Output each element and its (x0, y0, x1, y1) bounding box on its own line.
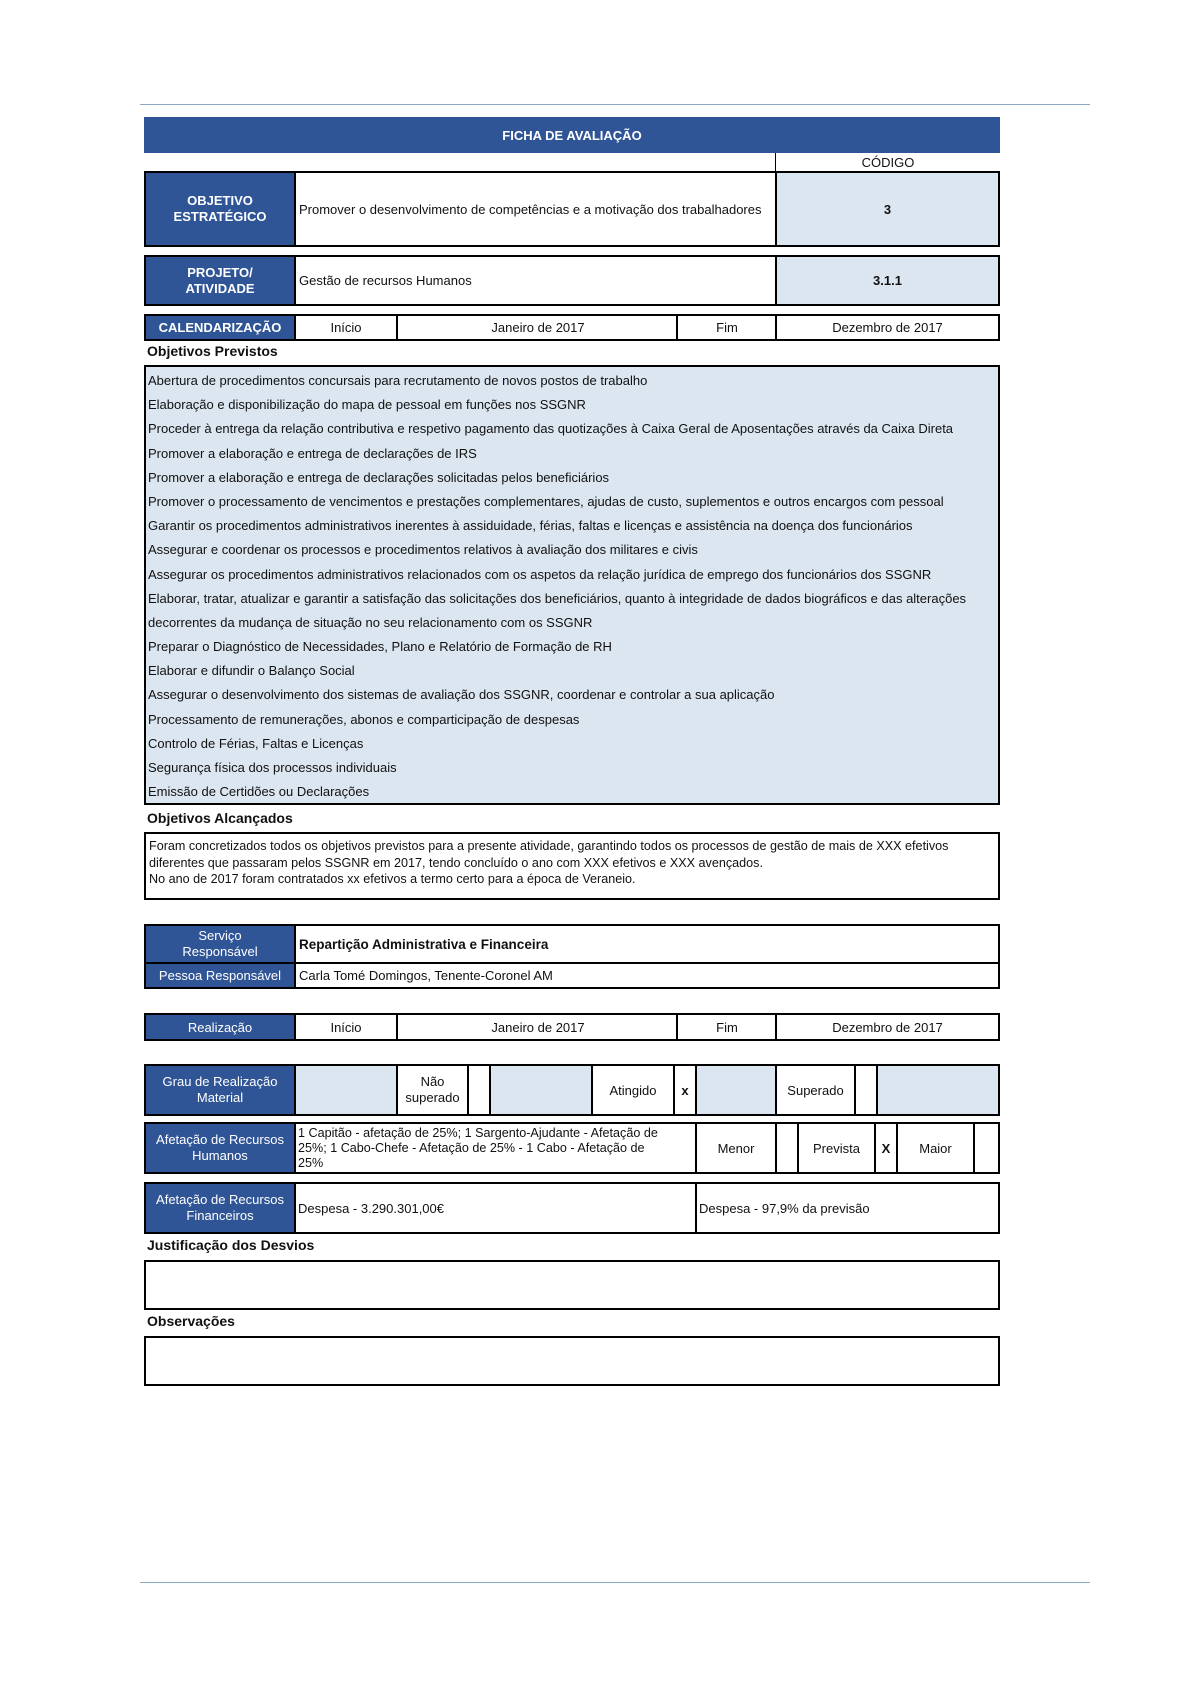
objetivo-label (146, 173, 294, 245)
grau-blank-2 (491, 1066, 591, 1114)
list-item: Assegurar o desenvolvimento dos sistemas de avaliação dos SSGNR, coordenar e controlar a sua aplicação (148, 687, 775, 703)
grau-row (144, 1064, 1000, 1116)
list-item: Assegurar os procedimentos administrativos relacionados com os aspetos da relação jurídica de emprego dos funcionários dos SSGNR (148, 566, 932, 582)
real-inicio-value: Janeiro de 2017 (491, 1019, 585, 1035)
list-item: Garantir os procedimentos administrativos inerentes à assiduidade, férias, faltas e licenças e assistência na doença dos funcionários (148, 518, 913, 534)
objetivos-alcancados-box (144, 832, 1000, 900)
list-item: Segurança física dos processos individuais (148, 760, 397, 775)
rh-menor-mark (777, 1124, 797, 1172)
rh-prevista-mark: X (881, 1140, 891, 1156)
realizacao-label: Realização (146, 1015, 294, 1039)
projeto-label-l1: PROJETO/ (187, 264, 253, 280)
grau-label (146, 1066, 294, 1114)
justificacao-box (144, 1260, 1000, 1310)
pessoa-value: Carla Tomé Domingos, Tenente-Coronel AM (299, 968, 553, 983)
observacoes-heading: Observações (147, 1313, 235, 1329)
projeto-label-l2: ATIVIDADE (185, 280, 255, 296)
real-fim-value: Dezembro de 2017 (832, 1019, 943, 1035)
cal-fim-label: Fim (716, 320, 738, 335)
objetivos-previstos-heading: Objetivos Previstos (147, 343, 278, 359)
rh-prevista: Prevista (813, 1140, 860, 1156)
list-item: Abertura de procedimentos concursais para recrutamento de novos postos de trabalho (148, 373, 648, 388)
objetivo-label-l2: ESTRATÉGICO (173, 209, 267, 224)
grau-nao-superado-l2: superado (405, 1090, 460, 1105)
cal-inicio-label: Início (330, 320, 362, 335)
rf-row (144, 1182, 1000, 1234)
rh-text-l3: 25% (298, 1156, 324, 1170)
grau-label-l1: Grau de Realização (162, 1074, 278, 1089)
list-item: Elaborar e difundir o Balanço Social (148, 663, 355, 679)
rf-despesa: Despesa - 3.290.301,00€ (298, 1200, 444, 1216)
grau-atingido-mark: x (681, 1082, 689, 1098)
pessoa-row (144, 962, 1000, 989)
list-item: Promover a elaboração e entrega de declarações de IRS (148, 445, 477, 461)
servico-row (144, 924, 1000, 964)
alcancados-line: diferentes que passaram pelos SSGNR em 2017, tendo concluído o ano com XXX efetivos e XXX avençados. (149, 855, 763, 870)
rh-label (146, 1124, 294, 1172)
form-title: FICHA DE AVALIAÇÃO (502, 127, 642, 143)
justificacao-heading: Justificação dos Desvios (147, 1237, 315, 1253)
servico-value: Repartição Administrativa e Financeira (299, 936, 549, 952)
rh-text (296, 1126, 696, 1172)
list-item: Preparar o Diagnóstico de Necessidades, Plano e Relatório de Formação de RH (148, 639, 612, 655)
rh-maior: Maior (919, 1140, 952, 1156)
list-item: Emissão de Certidões ou Declarações (148, 784, 370, 800)
observacoes-box (144, 1336, 1000, 1386)
rf-label-l2: Financeiros (186, 1208, 254, 1223)
list-item: Controlo de Férias, Faltas e Licenças (148, 735, 364, 751)
real-fim-label: Fim (716, 1019, 738, 1035)
grau-superado-mark (856, 1066, 876, 1114)
rh-label-l1: Afetação de Recursos (156, 1132, 284, 1147)
grau-nao-superado-mark (469, 1066, 489, 1114)
real-inicio-label: Início (330, 1019, 362, 1035)
servico-label-l1: Serviço (198, 928, 242, 943)
grau-blank-4 (878, 1066, 998, 1114)
rh-maior-mark (975, 1124, 998, 1172)
rh-text-l2: 25%; 1 Cabo-Chefe - Afetação de 25% - 1 Cabo - Afetação de (298, 1141, 645, 1155)
codigo-label: CÓDIGO (775, 153, 1000, 171)
rf-label-l1: Afetação de Recursos (156, 1192, 284, 1207)
rh-text-l1: 1 Capitão - afetação de 25%; 1 Sargento-Ajudante - Afetação de (298, 1126, 658, 1140)
list-item: Proceder à entrega da relação contributiva e respetivo pagamento das quotizações à Caixa Geral de Aposentações através da Caixa Direta (148, 421, 954, 437)
servico-label (146, 926, 294, 962)
list-item: Processamento de remunerações, abonos e comparticipação de despesas (148, 711, 580, 727)
rf-despesa-pct: Despesa - 97,9% da previsão (699, 1200, 870, 1216)
grau-nao-superado (398, 1066, 467, 1114)
rh-menor: Menor (717, 1140, 755, 1156)
list-item: Promover a elaboração e entrega de declarações solicitadas pelos beneficiários (148, 469, 610, 485)
list-item: Elaboração e disponibilização do mapa de pessoal em funções nos SSGNR (148, 397, 586, 413)
alcancados-line: No ano de 2017 foram contratados xx efetivos a termo certo para a época de Veraneio. (149, 872, 636, 886)
list-item: Assegurar e coordenar os processos e procedimentos relativos à avaliação dos militares e civis (148, 542, 698, 558)
projeto-text: Gestão de recursos Humanos (299, 273, 472, 288)
objetivos-alcancados-heading: Objetivos Alcançados (147, 810, 293, 826)
list-item: Promover o processamento de vencimentos e prestações complementares, ajudas de custo, suplementos e outros encargos com pessoal (148, 493, 944, 509)
objetivo-label-l1: OBJETIVO (187, 193, 253, 208)
list-item: decorrentes da mudança de situação no seu relacionamento com os SSGNR (148, 614, 593, 630)
list-item: Elaborar, tratar, atualizar e garantir a satisfação das solicitações dos beneficiários, quanto à integridade de dados biográficos e das alterações (148, 590, 967, 606)
objetivo-text: Promover o desenvolvimento de competências e a motivação dos trabalhadores (299, 201, 762, 217)
realizacao-row (144, 1013, 1000, 1041)
grau-atingido: Atingido (609, 1082, 657, 1098)
grau-superado: Superado (787, 1082, 844, 1098)
projeto-code: 3.1.1 (777, 257, 998, 304)
objetivo-row (144, 171, 1000, 247)
calendarizacao-label: CALENDARIZAÇÃO (146, 316, 294, 339)
rh-label-l2: Humanos (192, 1148, 248, 1163)
cal-inicio-value: Janeiro de 2017 (491, 320, 585, 335)
calendarizacao-row (144, 314, 1000, 341)
grau-nao-superado-l1: Não (420, 1074, 445, 1089)
rf-label (146, 1184, 294, 1232)
servico-label-l2: Responsável (182, 944, 258, 959)
pessoa-label: Pessoa Responsável (146, 964, 294, 987)
objetivos-previstos-list (144, 365, 1000, 805)
grau-blank-1 (296, 1066, 396, 1114)
grau-blank-3 (697, 1066, 775, 1114)
projeto-label (146, 257, 294, 304)
alcancados-line: Foram concretizados todos os objetivos previstos para a presente atividade, garantindo todos os processos de gestão de mais de XXX efetivos (149, 839, 949, 853)
rh-row (144, 1122, 1000, 1174)
bottom-rule (140, 1582, 1090, 1583)
form-title-bar (144, 117, 1000, 153)
objetivo-code: 3 (777, 173, 998, 245)
projeto-row (144, 255, 1000, 306)
grau-label-l2: Material (196, 1090, 244, 1105)
cal-fim-value: Dezembro de 2017 (832, 320, 943, 335)
top-rule (140, 104, 1090, 105)
